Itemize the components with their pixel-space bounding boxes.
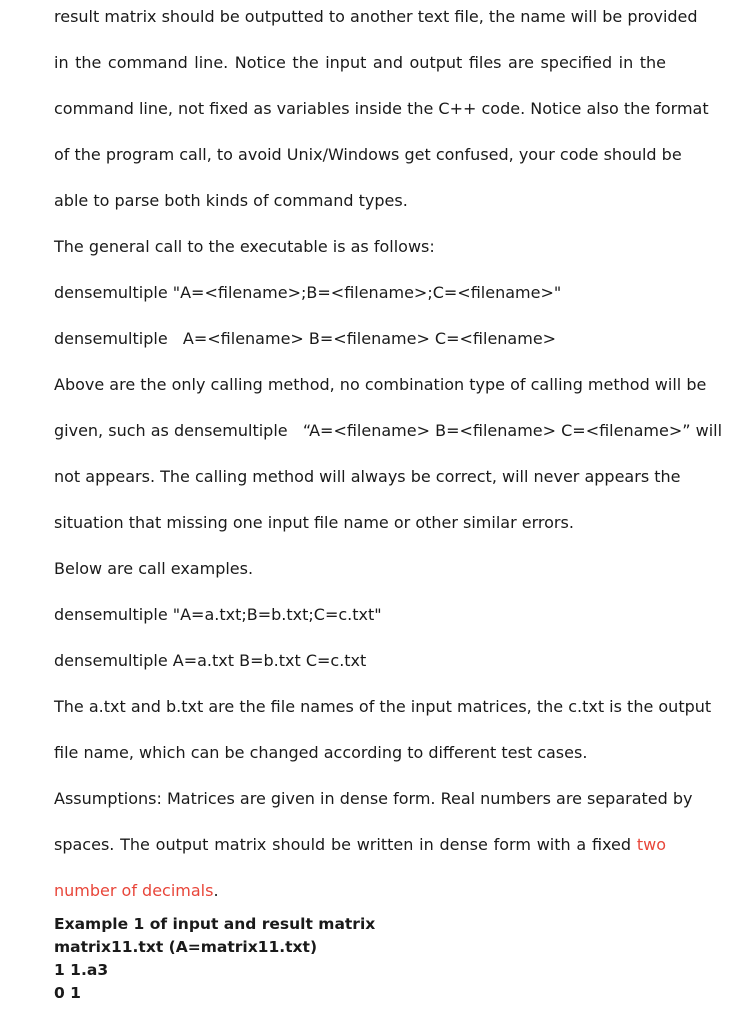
paragraph-1-line-4: of the program call, to avoid Unix/Windows get confused, your code should be — [54, 145, 682, 164]
general-call-text: The general call to the executable is as follows: — [54, 237, 435, 256]
syntax-spaced: densemultiple A=<filename> B=<filename> C=<filename> — [54, 329, 557, 348]
paragraph-4-line-1: Assumptions: Matrices are given in dense form. Real numbers are separated by — [54, 789, 693, 808]
paragraph-2-line-3: not appears. The calling method will always be correct, will never appears the — [54, 467, 681, 486]
paragraph-2-line-4: situation that missing one input file name or other similar errors. — [54, 513, 574, 532]
paragraph-1-line-2: in the command line. Notice the input and output files are specified in the — [54, 53, 666, 72]
highlight-two: two — [636, 835, 666, 854]
call-example-quoted: densemultiple "A=a.txt;B=b.txt;C=c.txt" — [54, 605, 382, 624]
paragraph-1-line-5: able to parse both kinds of command types. — [54, 191, 408, 210]
highlight-decimals: number of decimals — [54, 881, 214, 900]
paragraph-4-line-2-text: spaces. The output matrix should be written in dense form with a fixed — [54, 835, 632, 854]
paragraph-1-line-3: command line, not fixed as variables inside the C++ code. Notice also the format — [54, 99, 709, 118]
paragraph-3-line-2: file name, which can be changed according to different test cases. — [54, 743, 588, 762]
paragraph-2-line-2: given, such as densemultiple “A=<filename> B=<filename> C=<filename>” will — [54, 421, 723, 440]
syntax-quoted: densemultiple "A=<filename>;B=<filename>;C=<filename>" — [54, 283, 562, 302]
paragraph-3-line-1: The a.txt and b.txt are the file names of the input matrices, the c.txt is the output — [54, 697, 712, 716]
example-heading: Example 1 of input and result matrix — [54, 915, 376, 933]
matrix-row-2: 0 1 — [54, 984, 81, 1002]
paragraph-4-line-2 — [54, 834, 666, 856]
call-examples-intro: Below are call examples. — [54, 559, 254, 578]
matrix-row-1: 1 1.a3 — [54, 961, 109, 979]
call-example-spaced: densemultiple A=a.txt B=b.txt C=c.txt — [54, 651, 367, 670]
paragraph-2-line-1: Above are the only calling method, no combination type of calling method will be — [54, 375, 707, 394]
example-file-label: matrix11.txt (A=matrix11.txt) — [54, 938, 318, 956]
paragraph-1-line-1: result matrix should be outputted to another text file, the name will be provided — [54, 7, 698, 26]
paragraph-4-period: . — [213, 881, 219, 900]
paragraph-4-line-3 — [54, 880, 666, 902]
